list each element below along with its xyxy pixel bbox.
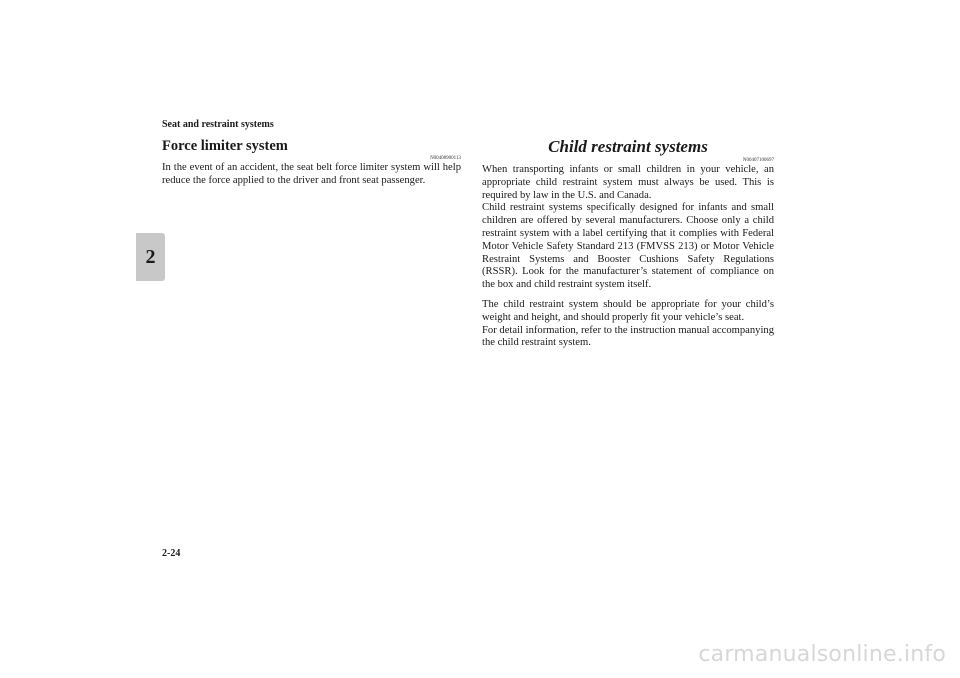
force-limiter-heading: Force limiter system bbox=[162, 138, 288, 154]
child-restraint-paragraph-1: When transporting infants or small children in your vehicle, an appropriate child restraint system must always be used. This is required by law in the U.S. and Canada. bbox=[482, 164, 774, 201]
child-restraint-paragraph-3: The child restraint system should be appropriate for your child’s weight and height, and should properly fit your vehicle’s seat. bbox=[482, 298, 774, 323]
section-header: Seat and restraint systems bbox=[162, 119, 274, 130]
child-restraint-heading: Child restraint systems bbox=[548, 137, 708, 156]
chapter-number: 2 bbox=[145, 245, 156, 268]
page-number: 2-24 bbox=[162, 548, 181, 559]
right-column bbox=[482, 136, 774, 350]
child-restraint-code: N00407100697 bbox=[742, 158, 774, 163]
chapter-tab bbox=[136, 233, 165, 281]
watermark: carmanualsonline.info bbox=[698, 642, 946, 667]
child-restraint-paragraph-2: Child restraint systems specifically designed for infants and small children are offered by several manufacturers. Choose only a child restraint system with a label certifying that it complies with Federal Motor Vehicle Safety Standard 213 (FMVSS 213) or Motor Vehicle Restraint Systems and Booster Cushions Safety Regulations (RSSR). Look for the manufacturer’s statement of compliance on the box and child restraint system itself. bbox=[482, 202, 774, 291]
child-restraint-paragraph-4: For detail information, refer to the instruction manual accompanying the child restraint system. bbox=[482, 324, 774, 349]
force-limiter-code: N00408900113 bbox=[430, 156, 461, 161]
force-limiter-paragraph: In the event of an accident, the seat belt force limiter system will help reduce the force applied to the driver and front seat passenger. bbox=[162, 162, 461, 186]
left-column bbox=[162, 136, 461, 188]
